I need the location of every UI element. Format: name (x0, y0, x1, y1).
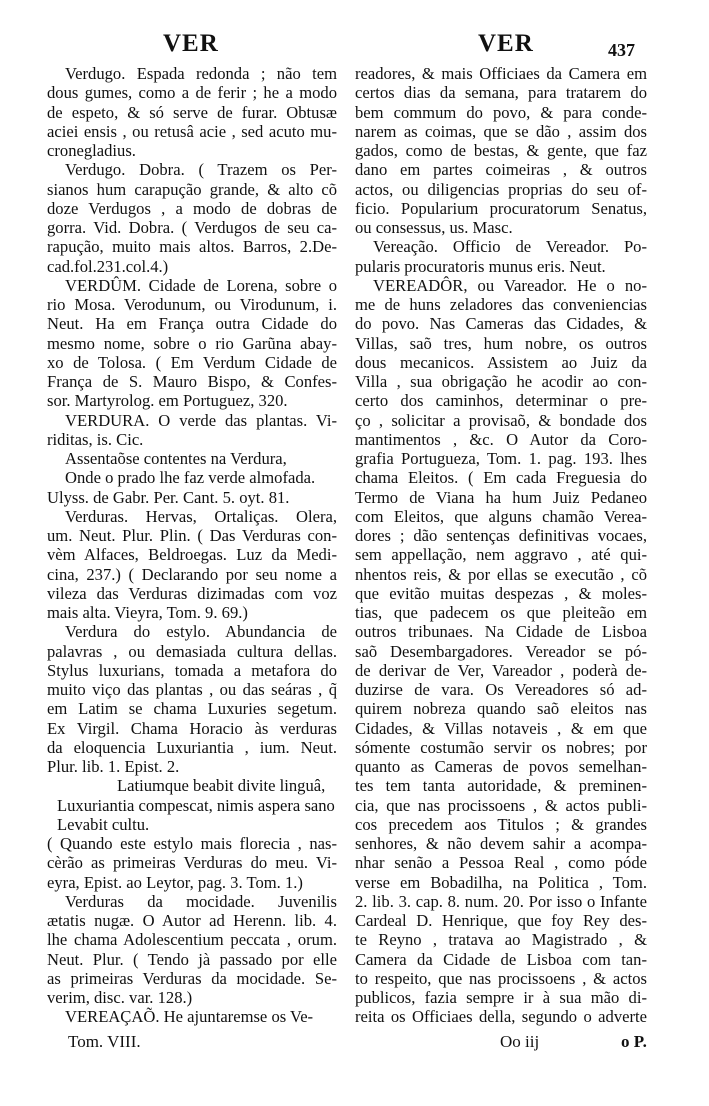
text-line: Luxuriantia compescat, nimis aspera sano (57, 795, 335, 815)
text-line: aciei ensis , ou retusâ acie , sed acuto mu- (47, 121, 337, 141)
text-line: pularis procuratoris munus eris. Neut. (355, 256, 606, 276)
text-line: Stylus luxurians, tomada a metafora do (47, 660, 337, 680)
text-line: quanto as Cameras de povos semelhan- (355, 757, 647, 776)
running-head-right: VER (478, 30, 534, 57)
text-line: bem commum do povo, & para conde- (355, 102, 647, 122)
text-line: nhar senão a Pessoa Real , como póde (355, 853, 647, 873)
text-line: outros tribunaes. Na Cidade de Lisboa (355, 622, 647, 642)
text-line: sem appellação, nem aggravo , até qui- (355, 545, 647, 565)
text-line: narem as coimas, que se dão , assim dos (355, 121, 647, 141)
text-line: duzirse de vara. Os Vereadores só ad- (355, 680, 647, 699)
text-line: em Latim se chama Luxuries segetum. (47, 699, 337, 719)
text-line: riditas, is. Cic. (47, 429, 144, 449)
text-line: Onde o prado lhe faz verde almofada. (65, 468, 316, 488)
text-line: ou consessus, us. Masc. (355, 218, 513, 237)
text-line: sor. Martyrolog. em Portuguez, 320. (47, 391, 288, 411)
text-line: mais alta. Vieyra, Tom. 9. 69.) (47, 603, 248, 622)
text-line: Ex Virgil. Chama Horacio às verduras (47, 718, 337, 738)
text-line: Villas, saõ tres, hum nobre, os outros (355, 333, 647, 353)
text-line: doze Verdugos , a modo de dobras de (47, 198, 337, 218)
text-line: dous mecanicos. Assistem ao Juiz da (355, 352, 647, 372)
text-line: eyra, Epist. ao Leytor, pag. 3. Tom. 1.) (47, 872, 303, 892)
text-line: publicos, fazia sempre ir à sua mão di- (355, 988, 647, 1007)
text-line: de derivar de Ver, Vareador , poderà de- (355, 660, 647, 680)
text-line: sianos hum carapução grande, & alto cõ (47, 179, 337, 199)
text-line: Vereação. Officio de Vereador. Po- (373, 237, 647, 257)
text-line: Camera da Cidade de Lisboa com tan- (355, 949, 647, 969)
text-line: Verduras. Hervas, Ortaliças. Olera, (65, 506, 337, 526)
text-line: lhe chama Adolescentium peccata , orum. (47, 930, 337, 950)
text-line: readores, & mais Officiaes da Camera em (355, 64, 647, 83)
text-line: reita os Officiaes della, segundo o adverte (355, 1007, 647, 1027)
text-line: mantimentos , &c. O Autor da Coro- (355, 429, 647, 449)
text-line: grafia Portugueza, Tom. 1. pag. 193. lhes (355, 449, 647, 468)
text-line: mesmo nome, sobre o rio Garũna abay- (47, 333, 337, 353)
text-line: Assentaõse contentes na Verdura, (65, 449, 287, 468)
text-line: do povo. Nas Cameras das Cidades, & (355, 314, 647, 334)
text-line: VERDÛM. Cidade de Lorena, sobre o (65, 275, 337, 295)
text-line: actos, ou diligencias proprias do seu of- (355, 179, 647, 199)
text-line: VERDURA. O verde das plantas. Vi- (65, 410, 337, 430)
text-line: rapução, muito mais altos. Barros, 2.De- (47, 237, 337, 257)
text-line: palavras , ou demasiada cultura dellas. (47, 641, 337, 661)
text-line: Neut. Ha em França outra Cidade do (47, 314, 337, 334)
text-line: VEREAÇAÕ. He ajuntaremse os Ve- (65, 1007, 314, 1027)
text-line: dous gumes, como a de ferir ; he a modo (47, 83, 337, 103)
right-column (355, 64, 647, 1027)
text-line: gados, como de bestas, & gente, que faz (355, 141, 647, 160)
text-line: to respeito, que nas procissoens , & actos (355, 968, 647, 988)
text-line: nhentos reis, & por ellas se executão , cõ (355, 564, 647, 584)
volume-mark: Tom. VIII. (68, 1032, 141, 1051)
text-line: Verdugo. Espada redonda ; não tem (65, 64, 337, 83)
text-line: saõ Desembargadores. Vereador se pó- (355, 641, 647, 661)
text-line: da eloquencia Luxuriantia , ium. Neut. (47, 737, 337, 757)
text-line: quirem nobreza quando saõ eleitos nas (355, 699, 647, 719)
text-line: de espeto, & só serve de furar. Obtusæ (47, 102, 337, 122)
text-line: sómente costumão servir os nobres; por (355, 737, 647, 757)
running-head-left: VER (163, 30, 219, 57)
text-line: cos precedem aos Titulos ; & grandes (355, 814, 647, 834)
text-line: dano em partes coimeiras , & outros (355, 160, 647, 180)
page-number: 437 (608, 40, 635, 60)
text-line: gorra. Vid. Dobra. ( Verdugos de seu ca- (47, 218, 337, 237)
text-line: te Reyno , tratava ao Magistrado , & (355, 930, 647, 950)
text-line: com Eleitos, que alguns chamão Verea- (355, 506, 647, 526)
text-line: dores ; dão sentenças definitivas vocaes, (355, 526, 647, 545)
text-line: França de S. Mauro Bispo, & Confes- (47, 372, 337, 391)
text-line: Latiumque beabit divite linguâ, (117, 776, 326, 796)
text-line: Cidades, & Villas notaveis , & em que (355, 718, 647, 738)
text-line: ( Quando este estylo mais florecia , nas- (47, 834, 337, 853)
text-line: Verdugo. Dobra. ( Trazem os Per- (65, 160, 337, 180)
text-line: 2. lib. 3. cap. 8. num. 20. Por isso o Infante (355, 891, 647, 911)
text-line: me de huns zeladores das conveniencias (355, 295, 647, 314)
text-line: muito viço das plantas , ou das seáras , q̃ (47, 680, 337, 699)
text-line: ætatis nugæ. O Autor ad Herenn. lib. 4. (47, 911, 337, 930)
text-line: rio Mosa. Verodunum, ou Virodunum, i. (47, 295, 337, 314)
text-line: cèrão as primeiras Verduras do meu. Vi- (47, 853, 337, 873)
text-line: VEREADÔR, ou Vareador. He o no- (373, 275, 647, 295)
text-line: Ulyss. de Gabr. Per. Cant. 5. oyt. 81. (47, 487, 290, 507)
text-line: Verdura do estylo. Abundancia de (65, 622, 337, 642)
text-line: ço , solicitar a provisaõ, & bondade dos (355, 410, 647, 430)
text-line: verse em Bobadilha, na Politica , Tom. (355, 872, 647, 892)
text-line: cia, que nas procissoens , & actos publi- (355, 795, 647, 815)
left-column (47, 64, 337, 1027)
text-line: xo de Tolosa. ( Em Verdum Cidade de (47, 352, 337, 372)
text-line: um. Neut. Plur. Plin. ( Das Verduras con- (47, 526, 337, 545)
text-line: certo dos caminhos, determinar o pre- (355, 391, 647, 411)
catchword: o P. (621, 1032, 647, 1051)
text-line: as primeiras Verduras da mocidade. Se- (47, 968, 337, 988)
signature-mark: Oo iij (500, 1032, 540, 1051)
text-line: Verduras da mocidade. Juvenilis (65, 891, 337, 911)
text-line: Neut. Plur. ( Tendo jà passado por elle (47, 949, 337, 969)
text-line: Termo de Viana ha hum Juiz Pedaneo (355, 487, 647, 507)
text-line: cronegladius. (47, 141, 136, 160)
text-line: tias, que padecem os que pleiteão em (355, 603, 647, 622)
text-line: tes tem tanta autoridade, & preminen- (355, 776, 647, 796)
text-line: vileza das Verduras dizimadas com voz (47, 583, 337, 603)
text-line: vèm Alfaces, Beldroegas. Luz da Medi- (47, 545, 337, 565)
text-line: certos dias da semana, para tratarem do (355, 83, 647, 103)
text-line: senhores, & não devem sahir a acompa- (355, 834, 647, 853)
text-line: ficio. Popularium procuratorum Senatus, (355, 198, 647, 218)
text-line: verim, disc. var. 128.) (47, 988, 193, 1007)
text-line: cad.fol.231.col.4.) (47, 256, 169, 276)
text-line: Villa , sua obrigação he acodir ao con- (355, 372, 647, 391)
text-line: Levabit cultu. (57, 814, 150, 834)
text-line: chama Eleitos. ( Em cada Freguesia do (355, 468, 647, 488)
text-line: Plur. lib. 1. Epist. 2. (47, 757, 180, 776)
text-line: Cardeal D. Henrique, que foy Rey des- (355, 911, 647, 930)
text-line: que evitão muitas despezas , & moles- (355, 583, 647, 603)
text-line: cina, 237.) ( Declarando por seu nome a (47, 564, 337, 584)
